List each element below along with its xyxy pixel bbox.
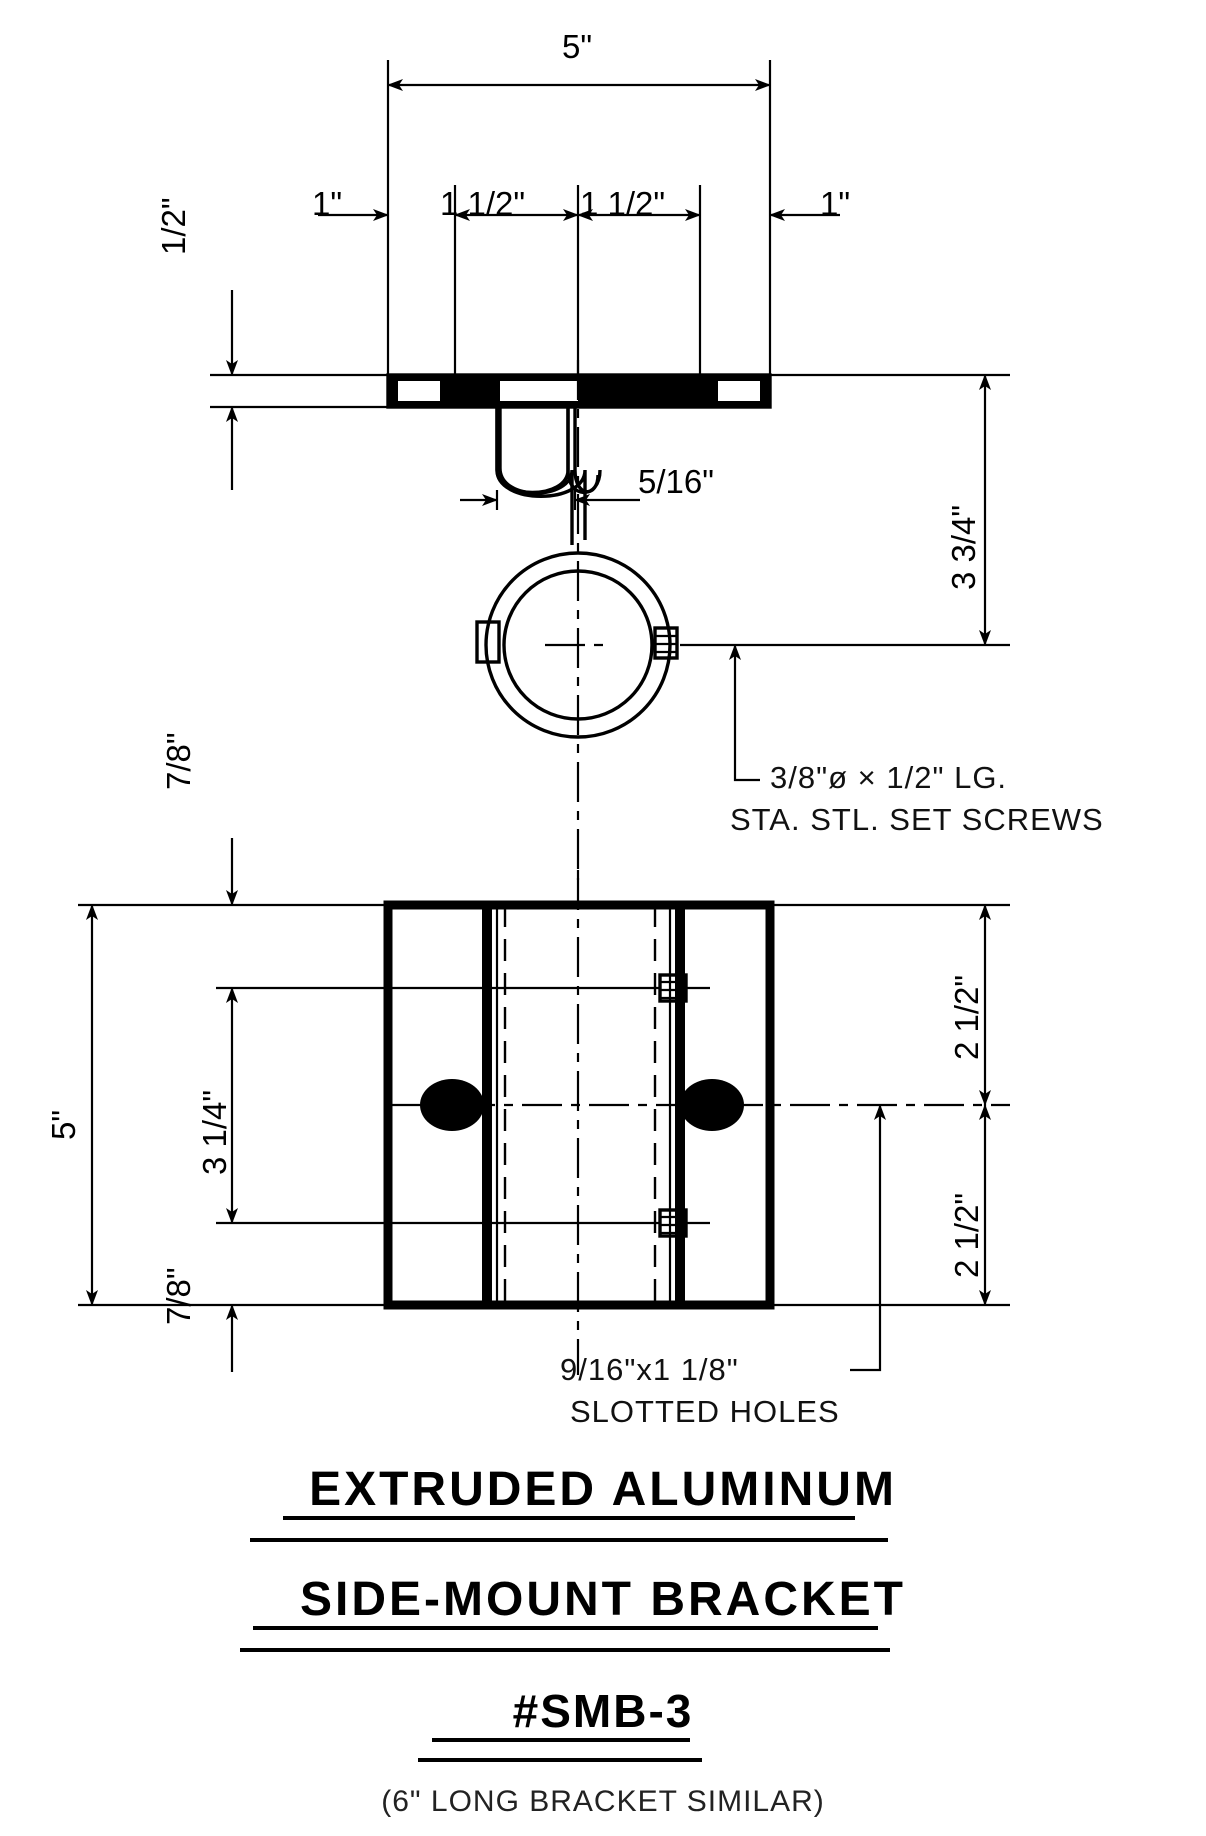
dim-center-to-slot-right: 1 1/2": [580, 185, 666, 222]
note-slotted-holes-line1: 9/16"x1 1/8": [560, 1352, 739, 1387]
dim-overall-width: 5": [562, 28, 593, 65]
dim-overall-height: 3 3/4": [945, 504, 982, 590]
dim-slot-span: 3 1/4": [196, 1089, 233, 1175]
note-set-screws-line1: 3/8"ø × 1/2" LG.: [770, 760, 1008, 795]
footnote: (6" LONG BRACKET SIMILAR): [381, 1785, 825, 1818]
dim-left-edge-to-slot: 1": [312, 185, 343, 222]
dim-web-thickness: 5/16": [638, 463, 714, 500]
dim-top-edge-offset: 7/8": [160, 732, 197, 790]
end-view-geometry: [388, 360, 770, 880]
dim-plate-thickness: 1/2": [155, 197, 192, 255]
dim-lower-half: 2 1/2": [948, 1192, 985, 1278]
title-line-2: SIDE-MOUNT BRACKET: [300, 1573, 906, 1626]
note-set-screws-line2: STA. STL. SET SCREWS: [730, 802, 1104, 837]
dim-overall-length: 5": [45, 1109, 82, 1140]
dim-upper-half: 2 1/2": [948, 974, 985, 1060]
front-view-geometry: [388, 870, 1010, 1375]
dim-slot-to-center-left: 1 1/2": [440, 185, 526, 222]
note-slotted-holes-line2: SLOTTED HOLES: [570, 1394, 840, 1429]
note-set-screws: [730, 760, 1200, 838]
dim-bottom-edge-offset: 7/8": [160, 1267, 197, 1325]
title-line-1: EXTRUDED ALUMINUM: [309, 1463, 897, 1516]
note-slotted-holes: [560, 1352, 980, 1430]
end-view-dimensions: [210, 60, 1010, 780]
dim-right-edge-to-slot: 1": [820, 185, 851, 222]
part-number: #SMB-3: [512, 1685, 694, 1737]
